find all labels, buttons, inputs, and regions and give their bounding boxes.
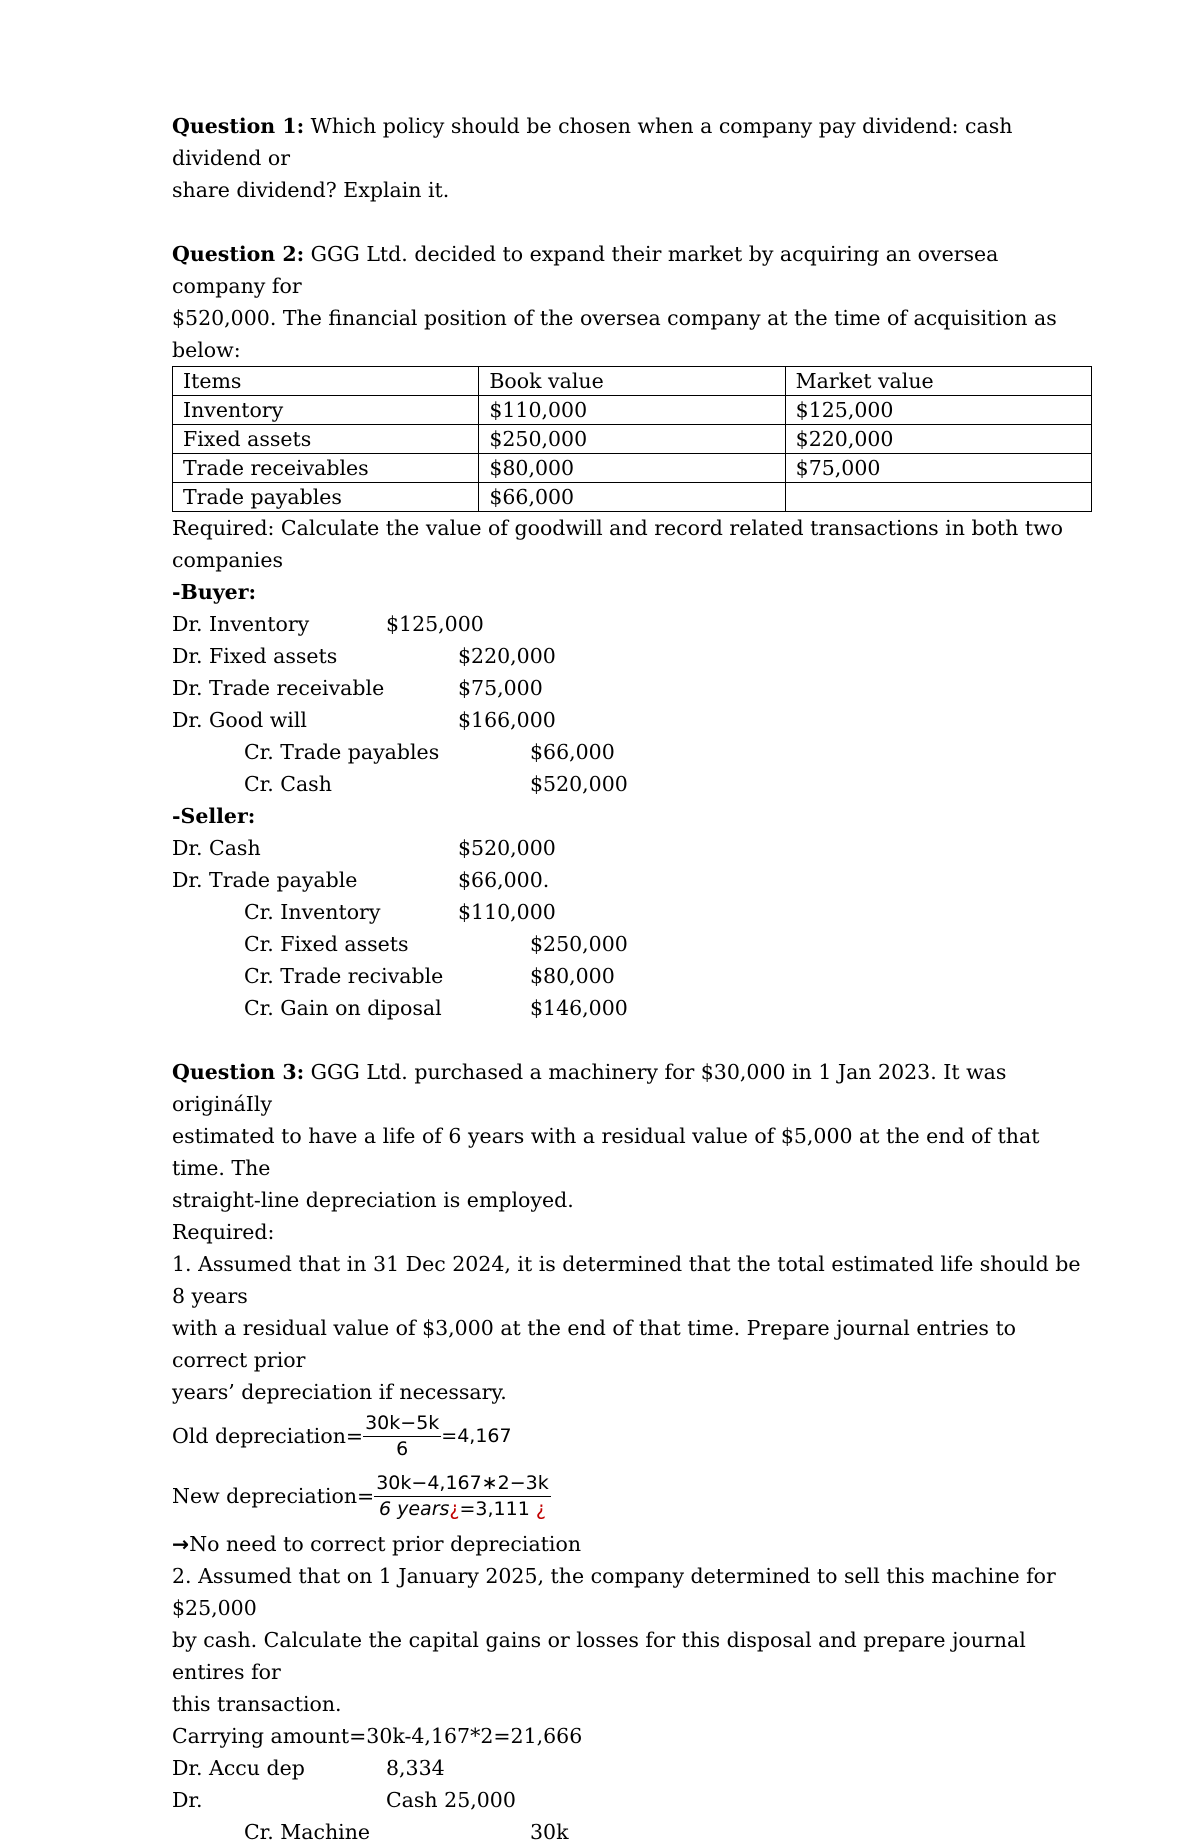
- old-depreciation-formula: [172, 1408, 1092, 1464]
- entry-account: Dr. Trade receivable: [172, 676, 385, 700]
- journal-entry: [172, 992, 1092, 1024]
- fraction-numerator: 30k−5k: [363, 1411, 441, 1437]
- q1-label: Question 1:: [172, 114, 305, 138]
- entry-account: Cr. Trade payables: [244, 740, 440, 764]
- q3-line-3: straight-line depreciation is employed.: [172, 1188, 574, 1212]
- table-cell: Inventory: [173, 396, 479, 425]
- fraction-numerator: 30k−4,167∗2−3k: [374, 1471, 551, 1497]
- journal-entry: [172, 736, 1092, 768]
- table-cell: $220,000: [785, 425, 1091, 454]
- table-row: [173, 396, 1092, 425]
- arrow-right-icon: →: [172, 1532, 190, 1556]
- journal-entry: [172, 896, 1092, 928]
- entry-account: Dr. Good will: [172, 708, 307, 732]
- q2-text-1: GGG Ltd. decided to expand their market by acquiring an oversea company for: [172, 242, 999, 298]
- table-cell: $110,000: [479, 396, 785, 425]
- q1-line-2: share dividend? Explain it.: [172, 178, 450, 202]
- document-page: [172, 110, 1092, 1848]
- q3-part1-line: with a residual value of $3,000 at the end of that time. Prepare journal entries to correct prior: [172, 1316, 1017, 1372]
- table-row: [173, 483, 1092, 512]
- journal-entry: [172, 608, 1092, 640]
- entry-amount: $66,000.: [458, 868, 550, 892]
- conclusion-text: No need to correct prior depreciation: [189, 1532, 582, 1556]
- denominator-text: 6 years: [378, 1497, 450, 1520]
- entry-amount: $520,000: [458, 836, 556, 860]
- entry-account: Dr. Inventory: [172, 612, 310, 636]
- q2-label: Question 2:: [172, 242, 305, 266]
- q2-line-2: $520,000. The financial position of the oversea company at the time of acquisition as below:: [172, 306, 1057, 362]
- q3-part2-line: this transaction.: [172, 1692, 342, 1716]
- q3-line-1: [172, 1056, 1092, 1120]
- entry-amount: $75,000: [458, 676, 543, 700]
- fraction-denominator: 6: [396, 1437, 409, 1460]
- error-glyph: ¿: [535, 1497, 546, 1520]
- entry-amount: $520,000: [530, 772, 628, 796]
- seller-heading: [172, 800, 1092, 832]
- table-cell: $125,000: [785, 396, 1091, 425]
- q3-part1-line: years’ depreciation if necessary.: [172, 1380, 507, 1404]
- q3-label: Question 3:: [172, 1060, 305, 1084]
- entry-amount: $110,000: [458, 900, 556, 924]
- entry-amount: $66,000: [530, 740, 615, 764]
- q3-text-1: GGG Ltd. purchased a machinery for $30,000 in 1 Jan 2023. It was origináIly: [172, 1060, 1007, 1116]
- table-cell: $80,000: [479, 454, 785, 483]
- journal-entry: [172, 1752, 1092, 1784]
- entry-amount: $220,000: [458, 644, 556, 668]
- error-glyph: ¿: [449, 1497, 460, 1520]
- entry-amount: $125,000: [386, 612, 484, 636]
- entry-amount: 30k: [530, 1820, 569, 1844]
- q2-required-2: companies: [172, 548, 284, 572]
- table-header-cell: Items: [173, 367, 479, 396]
- carrying-amount: Carrying amount=30k-4,167*2=21,666: [172, 1724, 583, 1748]
- table-cell: $250,000: [479, 425, 785, 454]
- table-header-cell: Book value: [479, 367, 785, 396]
- entry-account: Dr. Fixed assets: [172, 644, 338, 668]
- table-cell: Trade receivables: [173, 454, 479, 483]
- table-cell: Fixed assets: [173, 425, 479, 454]
- entry-account: Cr. Gain on diposal: [244, 996, 442, 1020]
- new-depreciation-label: New depreciation=: [172, 1484, 375, 1508]
- entry-account: Dr.: [172, 1788, 203, 1812]
- fraction: [363, 1411, 441, 1462]
- entry-account: Cr. Trade recivable: [244, 964, 444, 988]
- q3-line-2: estimated to have a life of 6 years with a residual value of $5,000 at the end of that time. The: [172, 1124, 1040, 1180]
- buyer-heading: [172, 576, 1092, 608]
- entry-amount: $250,000: [530, 932, 628, 956]
- q3-required: Required:: [172, 1220, 275, 1244]
- entry-account: Dr. Trade payable: [172, 868, 358, 892]
- table-cell: [785, 483, 1091, 512]
- q1-text-1: Which policy should be chosen when a company pay dividend: cash dividend or: [172, 114, 1013, 170]
- fraction-denominator: [377, 1497, 548, 1522]
- q2-line-1: [172, 238, 1092, 302]
- journal-entry: [172, 704, 1092, 736]
- q3-part2-line: 2. Assumed that on 1 January 2025, the company determined to sell this machine for $25,000: [172, 1564, 1056, 1620]
- new-depreciation-formula: [172, 1464, 1092, 1528]
- fraction: [374, 1471, 551, 1522]
- entry-account: Cr. Inventory: [244, 900, 381, 924]
- q2-required-1: Required: Calculate the value of goodwill and record related transactions in both two: [172, 516, 1064, 540]
- conclusion-line: [172, 1528, 1092, 1560]
- journal-entry: [172, 928, 1092, 960]
- journal-entry: [172, 864, 1092, 896]
- q3-part2-line: by cash. Calculate the capital gains or losses for this disposal and prepare journal entires for: [172, 1628, 1026, 1684]
- q3-part1-line: 1. Assumed that in 31 Dec 2024, it is determined that the total estimated life should be 8 years: [172, 1252, 1081, 1308]
- journal-entry: [172, 1816, 1092, 1848]
- journal-entry: [172, 768, 1092, 800]
- journal-entry: [172, 832, 1092, 864]
- table-header-row: [173, 367, 1092, 396]
- entry-account: Dr. Cash: [172, 836, 261, 860]
- old-depreciation-label: Old depreciation=: [172, 1424, 364, 1448]
- entry-account: Cr. Fixed assets: [244, 932, 409, 956]
- entry-account: Cr. Cash: [244, 772, 332, 796]
- entry-account: Dr. Accu dep: [172, 1756, 305, 1780]
- seller-heading-text: -Seller:: [172, 804, 256, 828]
- q1-line-1: [172, 110, 1092, 174]
- table-cell: Trade payables: [173, 483, 479, 512]
- journal-entry: [172, 1784, 1092, 1816]
- entry-amount: $80,000: [530, 964, 615, 988]
- buyer-heading-text: -Buyer:: [172, 580, 257, 604]
- table-row: [173, 425, 1092, 454]
- journal-entry: [172, 640, 1092, 672]
- entry-account: Cr. Machine: [244, 1820, 371, 1844]
- spacer: [172, 206, 1092, 238]
- journal-entry: [172, 672, 1092, 704]
- table-header-cell: Market value: [785, 367, 1091, 396]
- table-cell: $75,000: [785, 454, 1091, 483]
- entry-amount: $146,000: [530, 996, 628, 1020]
- spacer: [172, 1024, 1092, 1056]
- old-depreciation-result: =4,167: [441, 1425, 512, 1447]
- entry-amount: $166,000: [458, 708, 556, 732]
- new-depreciation-result: =3,111: [459, 1497, 530, 1520]
- financial-position-table: [172, 366, 1092, 512]
- entry-amount: 8,334: [386, 1756, 445, 1780]
- table-row: [173, 454, 1092, 483]
- table-cell: $66,000: [479, 483, 785, 512]
- journal-entry: [172, 960, 1092, 992]
- entry-amount: Cash 25,000: [386, 1788, 516, 1812]
